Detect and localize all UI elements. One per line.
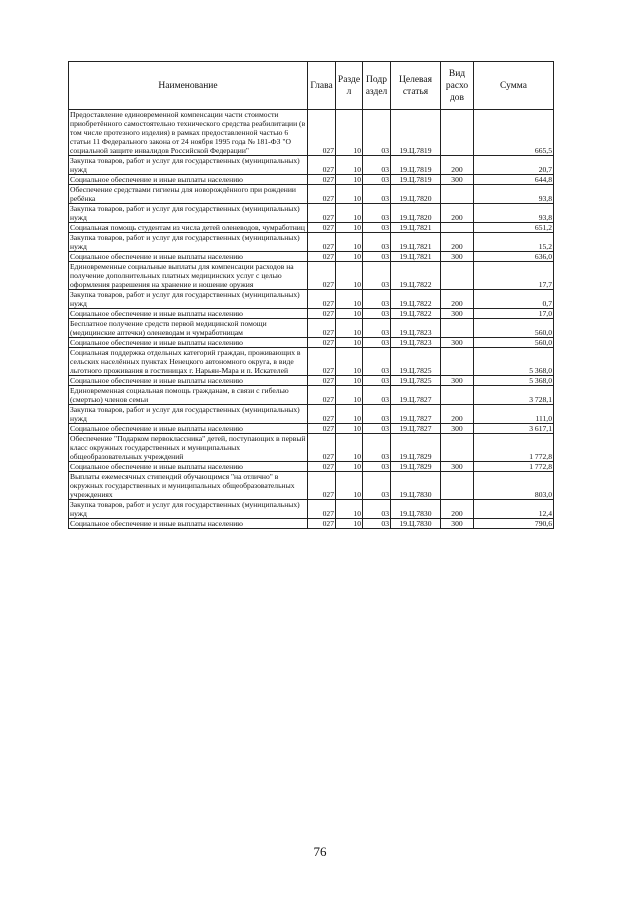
table-row (69, 405, 554, 424)
cell-name: Закупка товаров, работ и услуг для государственных (муниципальных) нужд (69, 204, 308, 223)
table-row (69, 424, 554, 434)
cell-razdel: 10 (336, 424, 363, 434)
cell-glava: 027 (308, 204, 336, 223)
cell-statya: 19.Ц.7822 (391, 309, 441, 319)
cell-vid: 200 (441, 204, 474, 223)
cell-summa: 1 772,8 (474, 462, 554, 472)
cell-razdel: 10 (336, 462, 363, 472)
cell-name: Социальное обеспечение и иные выплаты населению (69, 424, 308, 434)
cell-vid (441, 110, 474, 156)
header-podrazdel: Подр аздел (363, 62, 391, 110)
cell-razdel: 10 (336, 376, 363, 386)
page-number: 76 (313, 844, 327, 859)
table-row (69, 204, 554, 223)
cell-glava: 027 (308, 376, 336, 386)
cell-razdel: 10 (336, 223, 363, 233)
table-row (69, 290, 554, 309)
table-row (69, 338, 554, 348)
cell-glava: 027 (308, 110, 336, 156)
cell-podrazdel: 03 (363, 338, 391, 348)
cell-name: Социальная поддержка отдельных категорий граждан, проживающих в сельских населённых пунктах Ненецкого автономного округа, в виде льготного проживания в гостиницах г. Нарьян-Мара и п. Искателей (69, 348, 308, 376)
header-glava: Глава (308, 62, 336, 110)
cell-summa: 93,8 (474, 204, 554, 223)
cell-name: Социальное обеспечение и иные выплаты населению (69, 175, 308, 185)
cell-vid (441, 434, 474, 462)
cell-name: Социальное обеспечение и иные выплаты населению (69, 309, 308, 319)
cell-razdel: 10 (336, 338, 363, 348)
cell-summa: 790,6 (474, 519, 554, 529)
cell-podrazdel: 03 (363, 309, 391, 319)
cell-podrazdel: 03 (363, 462, 391, 472)
cell-glava: 027 (308, 223, 336, 233)
cell-glava: 027 (308, 424, 336, 434)
cell-glava: 027 (308, 472, 336, 500)
cell-statya: 19.Ц.7821 (391, 223, 441, 233)
cell-podrazdel: 03 (363, 290, 391, 309)
cell-statya: 19.Ц.7825 (391, 348, 441, 376)
cell-razdel: 10 (336, 405, 363, 424)
cell-summa: 5 368,0 (474, 348, 554, 376)
cell-glava: 027 (308, 233, 336, 252)
cell-podrazdel: 03 (363, 156, 391, 175)
cell-name: Обеспечение "Подарком первоклассника" детей, поступающих в первый класс окружных государственных и муниципальных общеобразовательных учреждений (69, 434, 308, 462)
cell-vid: 200 (441, 156, 474, 175)
cell-summa: 651,2 (474, 223, 554, 233)
cell-vid: 200 (441, 405, 474, 424)
header-name: Наименование (69, 62, 308, 110)
cell-glava: 027 (308, 319, 336, 338)
cell-podrazdel: 03 (363, 424, 391, 434)
cell-statya: 19.Ц.7829 (391, 434, 441, 462)
table-row (69, 185, 554, 204)
table-row (69, 500, 554, 519)
budget-table (68, 61, 554, 529)
cell-vid (441, 185, 474, 204)
cell-statya: 19.Ц.7820 (391, 204, 441, 223)
cell-razdel: 10 (336, 319, 363, 338)
cell-vid: 300 (441, 252, 474, 262)
table-row (69, 319, 554, 338)
cell-name: Социальное обеспечение и иные выплаты населению (69, 519, 308, 529)
cell-summa: 111,0 (474, 405, 554, 424)
table-row (69, 252, 554, 262)
cell-razdel: 10 (336, 156, 363, 175)
cell-podrazdel: 03 (363, 175, 391, 185)
cell-vid (441, 223, 474, 233)
cell-podrazdel: 03 (363, 319, 391, 338)
cell-summa: 93,8 (474, 185, 554, 204)
table-row (69, 233, 554, 252)
cell-glava: 027 (308, 262, 336, 290)
table-body (69, 110, 554, 529)
cell-glava: 027 (308, 175, 336, 185)
cell-podrazdel: 03 (363, 185, 391, 204)
cell-name: Единовременная социальная помощь гражданам, в связи с гибелью (смертью) членов семьи (69, 386, 308, 405)
header-summa: Сумма (474, 62, 554, 110)
cell-podrazdel: 03 (363, 233, 391, 252)
table-row (69, 519, 554, 529)
table-row (69, 376, 554, 386)
cell-razdel: 10 (336, 110, 363, 156)
cell-podrazdel: 03 (363, 434, 391, 462)
cell-vid (441, 472, 474, 500)
cell-glava: 027 (308, 405, 336, 424)
cell-vid (441, 319, 474, 338)
cell-summa: 560,0 (474, 338, 554, 348)
cell-glava: 027 (308, 386, 336, 405)
cell-name: Закупка товаров, работ и услуг для государственных (муниципальных) нужд (69, 290, 308, 309)
cell-name: Социальное обеспечение и иные выплаты населению (69, 376, 308, 386)
cell-podrazdel: 03 (363, 386, 391, 405)
cell-razdel: 10 (336, 519, 363, 529)
table-row (69, 348, 554, 376)
cell-statya: 19.Ц.7819 (391, 156, 441, 175)
cell-statya: 19.Ц.7827 (391, 405, 441, 424)
cell-razdel: 10 (336, 233, 363, 252)
cell-statya: 19.Ц.7822 (391, 262, 441, 290)
table-row (69, 472, 554, 500)
cell-summa: 17,0 (474, 309, 554, 319)
cell-vid: 200 (441, 233, 474, 252)
cell-summa: 1 772,8 (474, 434, 554, 462)
cell-podrazdel: 03 (363, 348, 391, 376)
table-row (69, 386, 554, 405)
cell-name: Социальная помощь студентам из числа детей оленеводов, чумработниц (69, 223, 308, 233)
cell-vid (441, 386, 474, 405)
cell-statya: 19.Ц.7829 (391, 462, 441, 472)
cell-podrazdel: 03 (363, 204, 391, 223)
cell-summa: 665,5 (474, 110, 554, 156)
cell-glava: 027 (308, 462, 336, 472)
cell-summa: 12,4 (474, 500, 554, 519)
cell-glava: 027 (308, 185, 336, 204)
cell-razdel: 10 (336, 434, 363, 462)
cell-name: Обеспечение средствами гигиены для новорождённого при рождении ребёнка (69, 185, 308, 204)
cell-vid: 200 (441, 290, 474, 309)
cell-glava: 027 (308, 309, 336, 319)
cell-summa: 3 728,1 (474, 386, 554, 405)
header-vid: Вид расхо дов (441, 62, 474, 110)
cell-name: Социальное обеспечение и иные выплаты населению (69, 338, 308, 348)
cell-name: Социальное обеспечение и иные выплаты населению (69, 252, 308, 262)
cell-name: Единовременные социальные выплаты для компенсации расходов на получение дополнительных платных медицинских услуг с целью оформления разрешения на хранение и ношение оружия (69, 262, 308, 290)
cell-name: Закупка товаров, работ и услуг для государственных (муниципальных) нужд (69, 500, 308, 519)
table-row (69, 175, 554, 185)
cell-podrazdel: 03 (363, 262, 391, 290)
cell-summa: 5 368,0 (474, 376, 554, 386)
cell-razdel: 10 (336, 348, 363, 376)
cell-glava: 027 (308, 338, 336, 348)
cell-statya: 19.Ц.7825 (391, 376, 441, 386)
cell-podrazdel: 03 (363, 500, 391, 519)
cell-name: Социальное обеспечение и иные выплаты населению (69, 462, 308, 472)
cell-vid: 300 (441, 462, 474, 472)
cell-razdel: 10 (336, 309, 363, 319)
cell-summa: 20,7 (474, 156, 554, 175)
cell-statya: 19.Ц.7822 (391, 290, 441, 309)
cell-statya: 19.Ц.7820 (391, 185, 441, 204)
cell-statya: 19.Ц.7819 (391, 110, 441, 156)
table-row (69, 309, 554, 319)
cell-name: Закупка товаров, работ и услуг для государственных (муниципальных) нужд (69, 156, 308, 175)
header-razdel: Разде л (336, 62, 363, 110)
cell-razdel: 10 (336, 262, 363, 290)
table-row (69, 262, 554, 290)
cell-vid: 200 (441, 500, 474, 519)
table-row (69, 462, 554, 472)
cell-razdel: 10 (336, 252, 363, 262)
cell-statya: 19.Ц.7827 (391, 386, 441, 405)
cell-name: Бесплатное получение средств первой медицинской помощи (медицинские аптечки) оленеводам и чумработницам (69, 319, 308, 338)
cell-podrazdel: 03 (363, 405, 391, 424)
cell-summa: 3 617,1 (474, 424, 554, 434)
cell-statya: 19.Ц.7823 (391, 338, 441, 348)
cell-razdel: 10 (336, 472, 363, 500)
cell-glava: 027 (308, 434, 336, 462)
cell-podrazdel: 03 (363, 472, 391, 500)
cell-podrazdel: 03 (363, 519, 391, 529)
cell-summa: 636,0 (474, 252, 554, 262)
cell-vid: 300 (441, 519, 474, 529)
cell-vid (441, 262, 474, 290)
cell-glava: 027 (308, 156, 336, 175)
table-row (69, 110, 554, 156)
cell-vid: 300 (441, 376, 474, 386)
cell-name: Закупка товаров, работ и услуг для государственных (муниципальных) нужд (69, 405, 308, 424)
cell-statya: 19.Ц.7830 (391, 500, 441, 519)
cell-summa: 644,8 (474, 175, 554, 185)
cell-razdel: 10 (336, 290, 363, 309)
cell-statya: 19.Ц.7821 (391, 233, 441, 252)
table-header-row (69, 62, 554, 110)
cell-name: Предоставление единовременной компенсации части стоимости приобретённого самостоятельно технического средства реабилитации (в том числе протезного изделия) в рамках предоставленной частью 6 статьи 11 Федерального закона от 24 ноября 1995 года № 181-ФЗ "О социальной защите инвалидов Российской Федерации" (69, 110, 308, 156)
cell-podrazdel: 03 (363, 252, 391, 262)
cell-vid: 300 (441, 175, 474, 185)
header-statya: Целевая статья (391, 62, 441, 110)
cell-razdel: 10 (336, 204, 363, 223)
cell-razdel: 10 (336, 500, 363, 519)
cell-podrazdel: 03 (363, 223, 391, 233)
cell-summa: 15,2 (474, 233, 554, 252)
cell-vid: 300 (441, 338, 474, 348)
cell-vid: 300 (441, 424, 474, 434)
cell-glava: 027 (308, 500, 336, 519)
cell-statya: 19.Ц.7830 (391, 472, 441, 500)
cell-name: Выплаты ежемесячных стипендий обучающимся "на отлично" в окружных государственных и муниципальных общеобразовательных учреждениях (69, 472, 308, 500)
cell-statya: 19.Ц.7823 (391, 319, 441, 338)
cell-glava: 027 (308, 519, 336, 529)
cell-summa: 17,7 (474, 262, 554, 290)
table-row (69, 434, 554, 462)
cell-summa: 803,0 (474, 472, 554, 500)
cell-name: Закупка товаров, работ и услуг для государственных (муниципальных) нужд (69, 233, 308, 252)
cell-statya: 19.Ц.7830 (391, 519, 441, 529)
cell-razdel: 10 (336, 386, 363, 405)
cell-glava: 027 (308, 348, 336, 376)
cell-podrazdel: 03 (363, 110, 391, 156)
cell-glava: 027 (308, 290, 336, 309)
cell-statya: 19.Ц.7821 (391, 252, 441, 262)
cell-razdel: 10 (336, 175, 363, 185)
cell-vid: 300 (441, 309, 474, 319)
cell-podrazdel: 03 (363, 376, 391, 386)
cell-statya: 19.Ц.7827 (391, 424, 441, 434)
cell-statya: 19.Ц.7819 (391, 175, 441, 185)
cell-vid (441, 348, 474, 376)
cell-razdel: 10 (336, 185, 363, 204)
cell-glava: 027 (308, 252, 336, 262)
cell-summa: 0,7 (474, 290, 554, 309)
table-row (69, 223, 554, 233)
cell-summa: 560,0 (474, 319, 554, 338)
table-row (69, 156, 554, 175)
